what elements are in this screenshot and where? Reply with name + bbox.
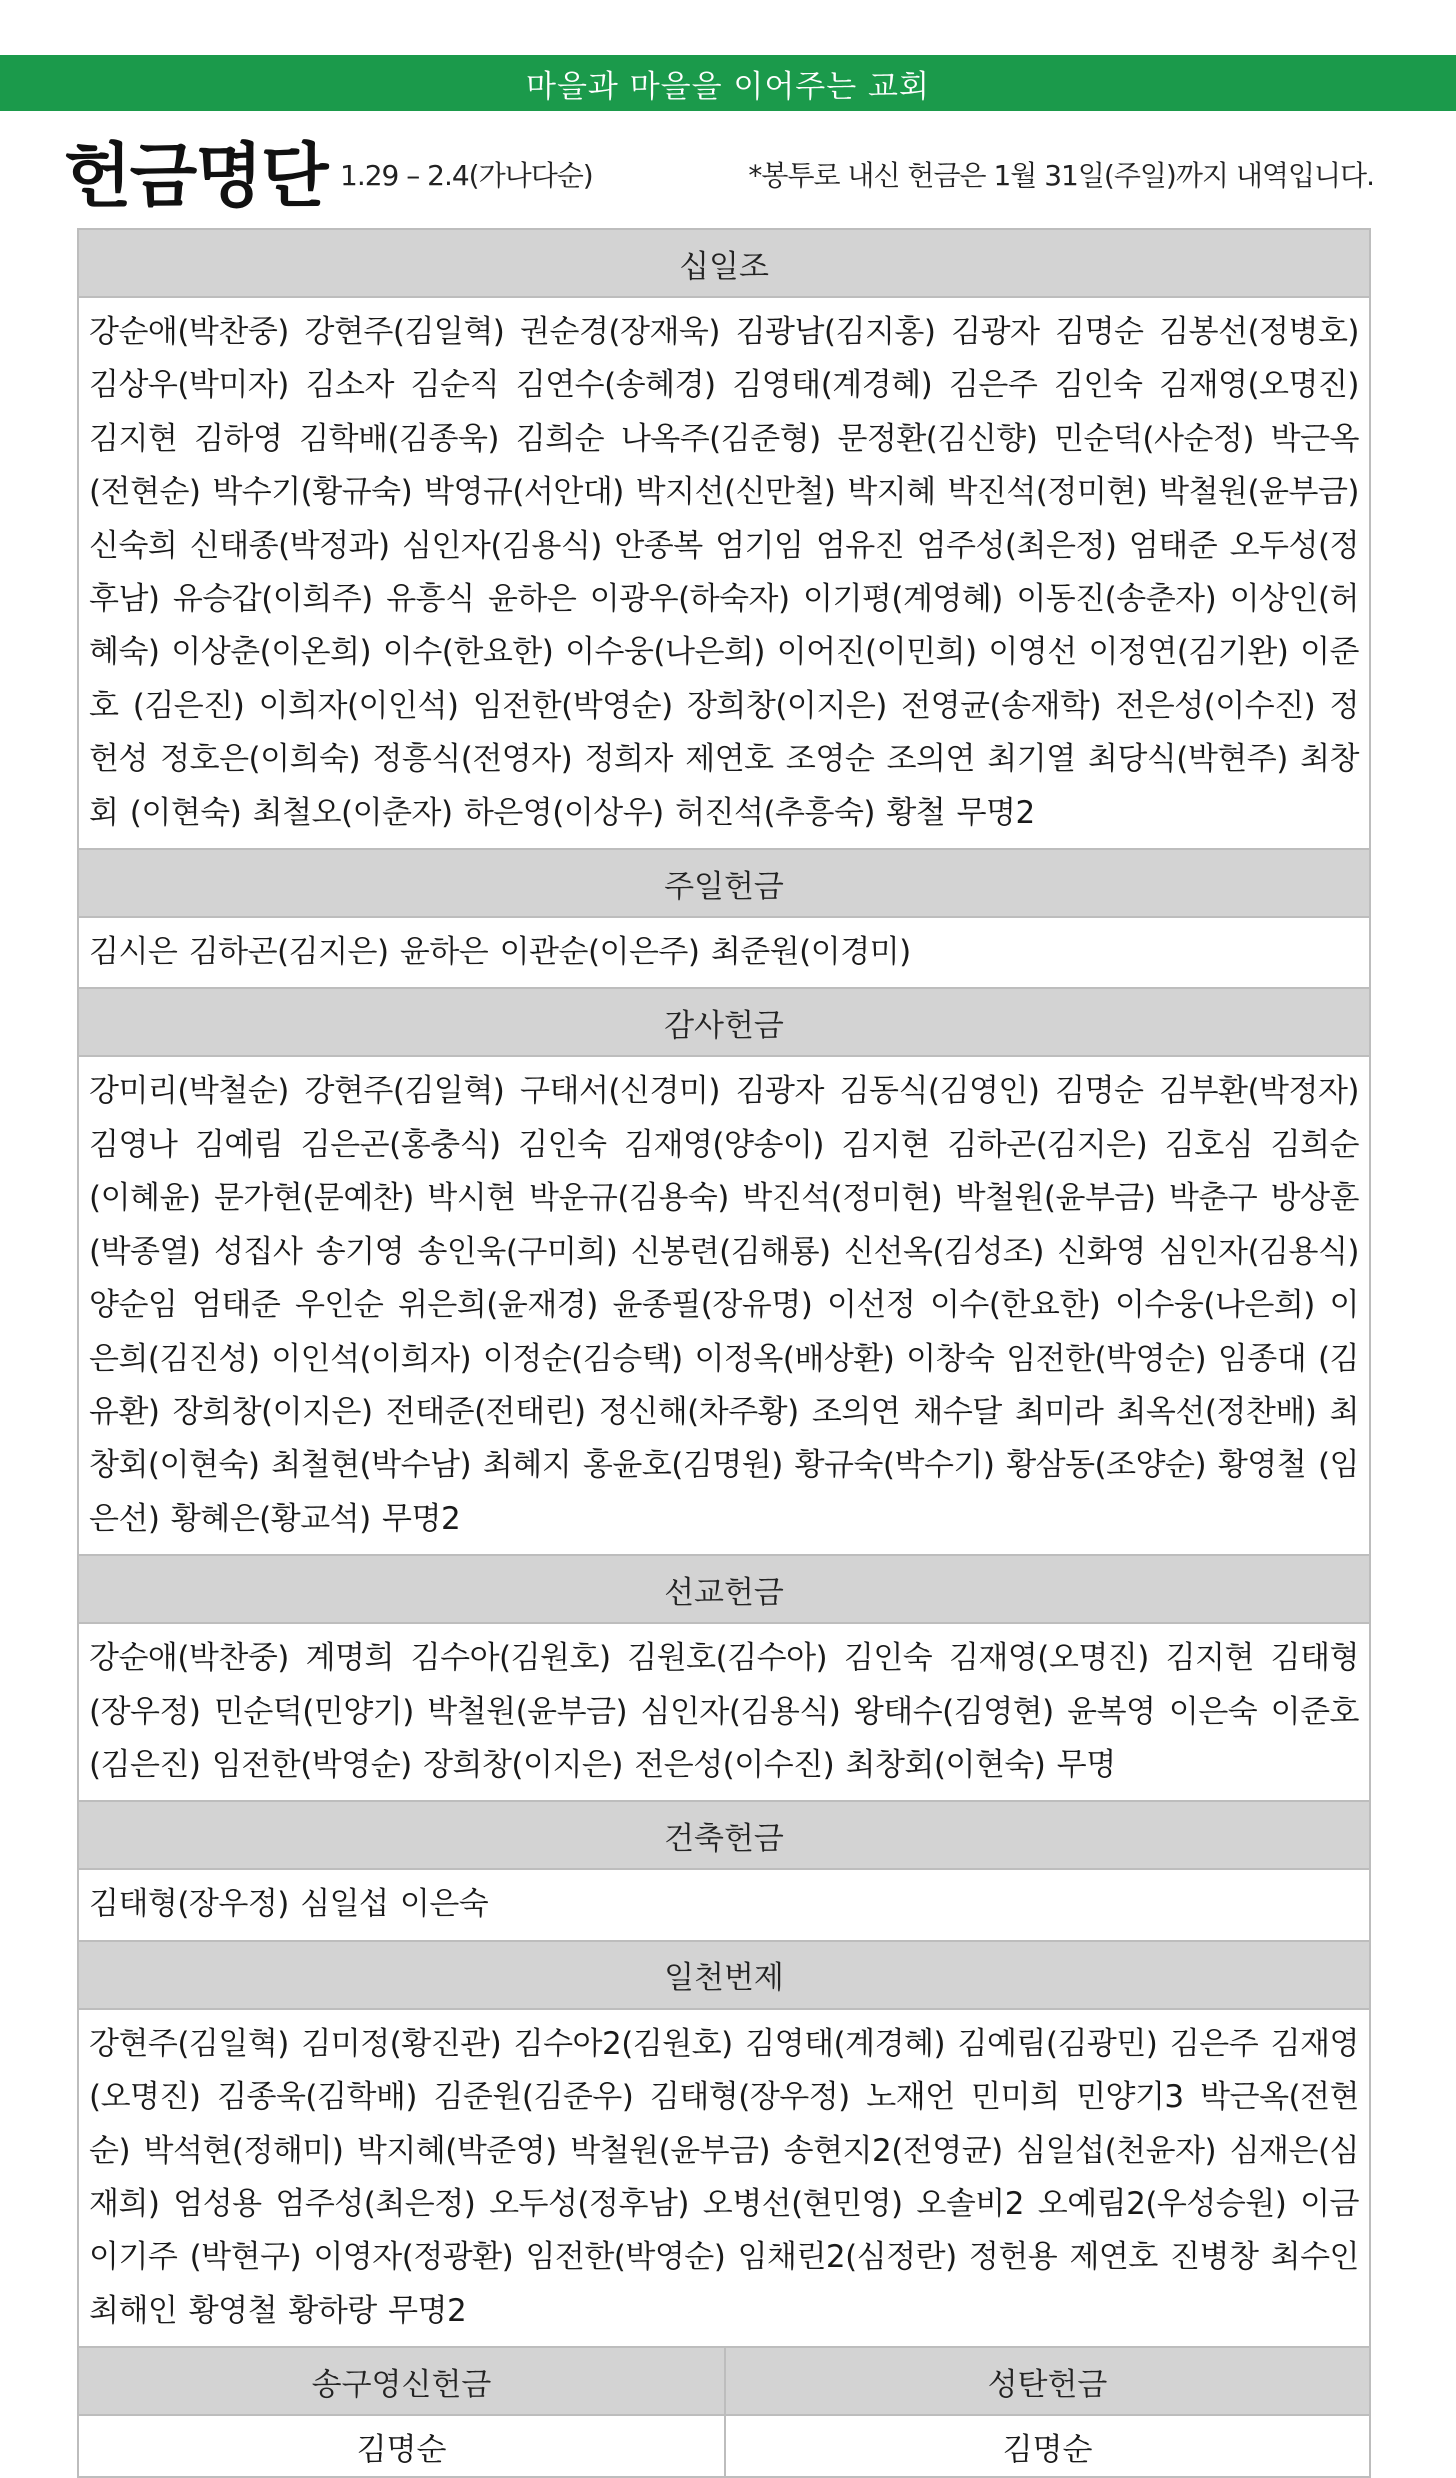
offering-table — [77, 228, 1371, 2478]
section-header: 건축헌금 — [79, 1802, 1369, 1870]
top-banner — [0, 55, 1456, 111]
section-thousand-offering — [79, 1942, 1369, 2348]
section-names: 강순애(박찬중) 계명희 김수아(김원호) 김원호(김수아) 김인숙 김재영(오명진) 김지현 김태형 (장우정) 민순덕(민양기) 박철원(윤부금) 심인자(김용식) 왕태수(김영현) 윤복영 이은숙 이준호 (김은진) 임전한(박영순) 장희창(이지은) 전은성(이수진) 최창회(이현숙) 무명 — [79, 1624, 1369, 1802]
section-header: 성탄헌금 — [726, 2348, 1369, 2416]
section-new-year — [79, 2348, 724, 2476]
section-names: 김명순 — [356, 2431, 447, 2468]
page-title: 헌금명단 — [64, 135, 327, 217]
section-header: 주일헌금 — [79, 850, 1369, 918]
title-row — [0, 112, 1456, 217]
section-names: 강현주(김일혁) 김미정(황진관) 김수아2(김원호) 김영태(계경혜) 김예림(김광민) 김은주 김재영 (오명진) 김종욱(김학배) 김준원(김준우) 김태형(장우정) 노재언 민미희 민양기3 박근옥(전현순) 박석현(정해미) 박지혜(박준영) 박철원(윤부금) 송현지2(전영균) 심일섭(천윤자) 심재은(심재희) 엄성용 엄주성(최은정) 오두성(정후남) 오병선(현민영) 오솔비2 오예림2(우성승원) 이금 이기주 (박현구) 이영자(정광환) 임전한(박영순) 임채린2(심정란) 정헌용 제연호 진병창 최수인 최해인 황영철 황하랑 무명2 — [79, 2010, 1369, 2348]
section-names: 김태형(장우정) 심일섭 이은숙 — [79, 1870, 1369, 1941]
date-range: 1.29 – 2.4(가나다순) — [340, 159, 593, 192]
section-christmas — [724, 2348, 1369, 2476]
banner-text: 마을과 마을을 이어주는 교회 — [526, 68, 930, 105]
section-building — [79, 1802, 1369, 1941]
section-names: 김명순 — [1002, 2431, 1093, 2468]
section-header: 감사헌금 — [79, 989, 1369, 1057]
envelope-note: *봉투로 내신 헌금은 1월 31일(주일)까지 내역입니다. — [748, 159, 1374, 192]
section-names: 강미리(박철순) 강현주(김일혁) 구태서(신경미) 김광자 김동식(김영인) 김명순 김부환(박정자) 김영나 김예림 김은곤(홍충식) 김인숙 김재영(양송이) 김지현 김하곤(김지은) 김호심 김희순 (이혜윤) 문가현(문예찬) 박시현 박운규(김용숙) 박진석(정미현) 박철원(윤부금) 박춘구 방상훈 (박종열) 성집사 송기영 송인욱(구미희) 신봉련(김해룡) 신선옥(김성조) 신화영 심인자(김용식) 양순임 엄태준 우인순 위은희(윤재경) 윤종필(장유명) 이선정 이수(한요한) 이수웅(나은희) 이은희(김진성) 이인석(이희자) 이정순(김승택) 이정옥(배상환) 이창숙 임전한(박영순) 임종대 (김유환) 장희창(이지은) 전태준(전태린) 정신해(차주황) 조의연 채수달 최미라 최옥선(정찬배) 최창회(이현숙) 최철현(박수남) 최혜지 홍윤호(김명원) 황규숙(박수기) 황삼동(조양순) 황영철 (임은선) 황혜은(황교석) 무명2 — [79, 1057, 1369, 1556]
section-mission — [79, 1556, 1369, 1802]
section-thanks — [79, 989, 1369, 1556]
section-tithe — [79, 230, 1369, 850]
section-sunday — [79, 850, 1369, 989]
section-names: 김시은 김하곤(김지은) 윤하은 이관순(이은주) 최준원(이경미) — [79, 918, 1369, 989]
section-split-bottom — [79, 2348, 1369, 2476]
section-header: 일천번제 — [79, 1942, 1369, 2010]
section-names: 강순애(박찬중) 강현주(김일혁) 권순경(장재욱) 김광남(김지홍) 김광자 김명순 김봉선(정병호) 김상우(박미자) 김소자 김순직 김연수(송혜경) 김영태(계경혜) 김은주 김인숙 김재영(오명진) 김지현 김하영 김학배(김종욱) 김희순 나옥주(김준형) 문정환(김신향) 민순덕(사순정) 박근옥(전현순) 박수기(황규숙) 박영규(서안대) 박지선(신만철) 박지혜 박진석(정미현) 박철원(윤부금) 신숙희 신태종(박정과) 심인자(김용식) 안종복 엄기임 엄유진 엄주성(최은정) 엄태준 오두성(정후남) 유승갑(이희주) 유흥식 윤하은 이광우(하숙자) 이기평(계영혜) 이동진(송춘자) 이상인(허혜숙) 이상춘(이온희) 이수(한요한) 이수웅(나은희) 이어진(이민희) 이영선 이정연(김기완) 이준호 (김은진) 이희자(이인석) 임전한(박영순) 장희창(이지은) 전영균(송재학) 전은성(이수진) 정헌성 정호은(이희숙) 정흥식(전영자) 정희자 제연호 조영순 조의연 최기열 최당식(박현주) 최창회 (이현숙) 최철오(이춘자) 하은영(이상우) 허진석(추흥숙) 황철 무명2 — [79, 298, 1369, 850]
section-header: 송구영신헌금 — [79, 2348, 724, 2416]
section-header: 십일조 — [79, 230, 1369, 298]
section-header: 선교헌금 — [79, 1556, 1369, 1624]
